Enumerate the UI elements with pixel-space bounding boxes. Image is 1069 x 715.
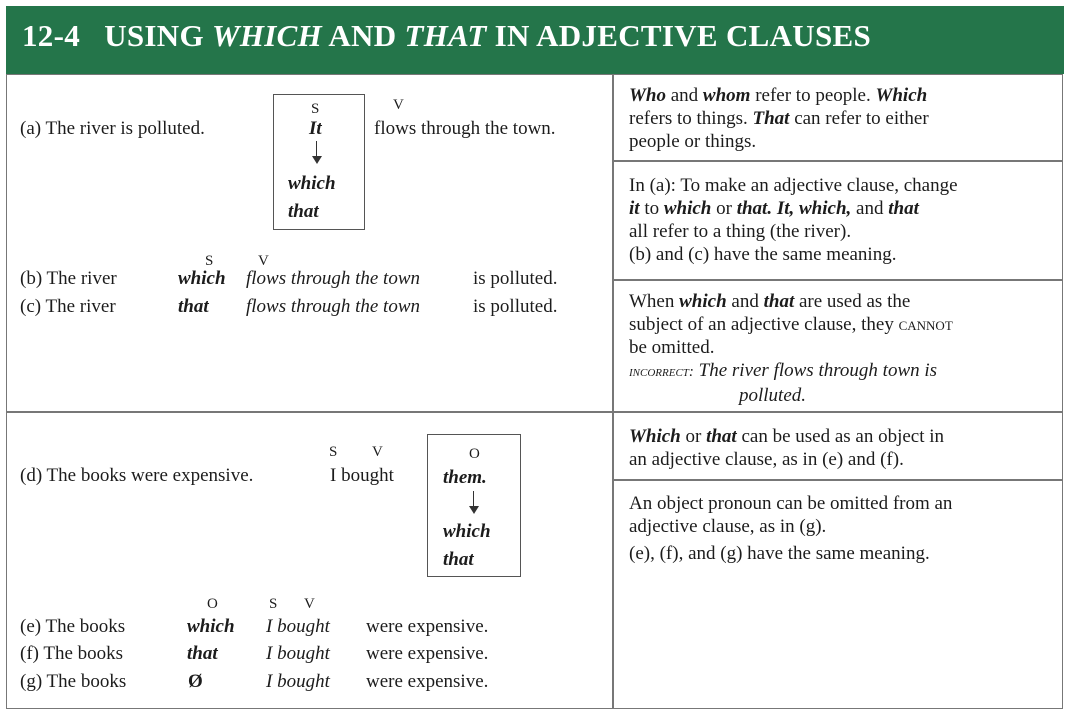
example-e-end: were expensive. [366,616,489,637]
pronoun-them: them. [443,467,487,488]
example-b-end: is polluted. [473,268,558,289]
pronoun-which: which [443,521,491,542]
note-who-whom-which: Who and whom refer to people. Which refers to things. That can refer to either people or things. [629,85,929,152]
note-object-use: Which or that can be used as an object in an adjective clause, as in (e) and (f). [629,426,945,470]
label-verb: V [304,596,315,612]
example-e-label: (e) The books [20,616,126,637]
example-c-label: (c) The river [20,296,116,317]
example-c-end: is polluted. [473,296,558,317]
chart-title: 12-4 USING WHICH AND THAT IN ADJECTIVE CLAUSES [22,18,872,53]
arrowhead-icon [312,156,322,164]
example-g-label: (g) The books [20,671,127,692]
pronoun-which: which [288,173,336,194]
arrowhead-icon [469,506,479,514]
label-verb: V [258,253,269,269]
label-verb: V [393,97,404,113]
pronoun-it: It [309,118,322,139]
example-g-end: were expensive. [366,671,489,692]
pronoun-that: that [443,549,474,570]
column-divider [612,74,614,709]
example-g-pronoun: Ø [188,671,203,692]
label-subject: S [205,253,214,269]
label-subject: S [329,444,338,460]
example-e-pronoun: which [187,616,235,637]
example-b-label: (b) The river [20,268,117,289]
note-divider [612,279,1063,281]
example-c-clause: flows through the town [246,296,421,317]
note-object-omitted: An object pronoun can be omitted from an adjective clause, as in (g). (e), (f), and (g) have the same meaning. [629,493,953,564]
example-f-clause: I bought [266,643,330,664]
note-divider [612,160,1063,162]
example-b-pronoun: which [178,268,226,289]
note-cannot-omit: When which and that are used as the subject of an adjective clause, they cannot be omitted. incorrect: The river flows through town is polluted. [629,291,953,406]
example-b-clause: flows through the town [246,268,421,289]
example-e-clause: I bought [266,616,330,637]
chart-number: 12-4 [22,18,81,53]
section-divider [6,411,1063,413]
example-a-rest: flows through the town. [374,118,556,139]
label-verb: V [372,444,383,460]
example-d-clause: I bought [330,465,394,486]
example-f-label: (f) The books [20,643,124,664]
example-f-end: were expensive. [366,643,489,664]
pronoun-that: that [288,201,319,222]
note-making-clause: In (a): To make an adjective clause, change it to which or that. It, which, and that all refer to a thing (the river). (b) and (c) have the same meaning. [629,175,958,265]
note-divider [612,479,1063,481]
example-f-pronoun: that [187,643,218,664]
label-object: O [207,596,218,612]
example-g-clause: I bought [266,671,330,692]
label-object: O [469,446,480,462]
chart-header-bar [6,6,1064,74]
example-c-pronoun: that [178,296,209,317]
example-a-sentence: (a) The river is polluted. [20,118,205,139]
label-subject: S [269,596,278,612]
label-subject: S [311,101,320,117]
example-d-sentence: (d) The books were expensive. [20,465,254,486]
